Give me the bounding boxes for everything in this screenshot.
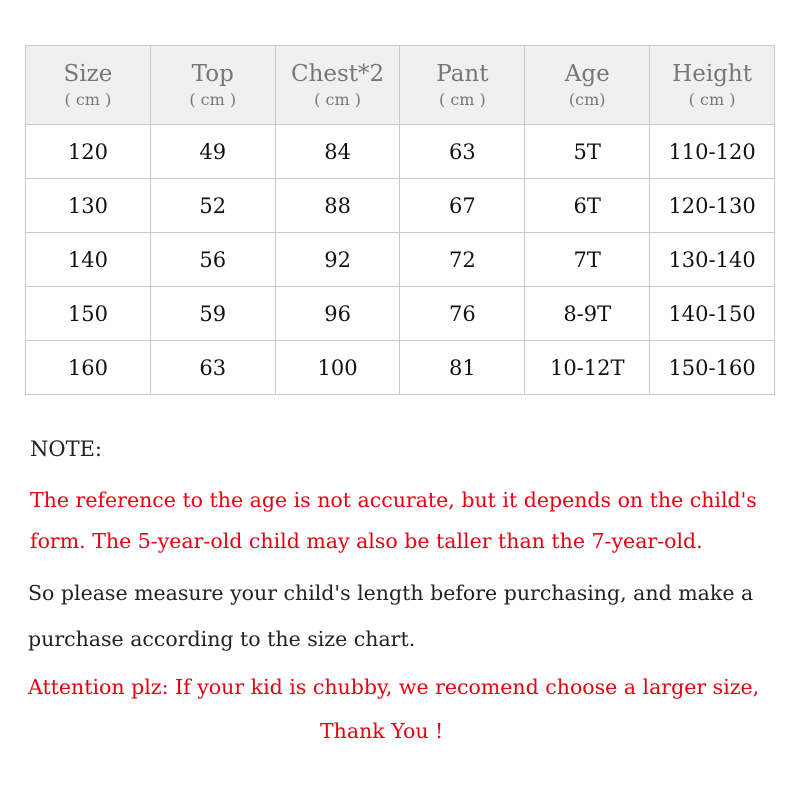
header-unit: ( cm )	[439, 90, 486, 109]
cell-chest: 84	[275, 125, 400, 179]
cell-age: 6T	[525, 179, 650, 233]
header-height	[650, 46, 775, 125]
cell-age: 5T	[525, 125, 650, 179]
header-label: Pant	[436, 61, 489, 87]
cell-height: 150-160	[650, 341, 775, 395]
cell-top: 63	[150, 341, 275, 395]
cell-chest: 88	[275, 179, 400, 233]
cell-pant: 72	[400, 233, 525, 287]
cell-height: 120-130	[650, 179, 775, 233]
header-unit: ( cm )	[314, 90, 361, 109]
table-row	[26, 287, 775, 341]
header-unit: (cm)	[568, 90, 606, 109]
header-label: Age	[564, 61, 610, 87]
cell-pant: 76	[400, 287, 525, 341]
cell-chest: 100	[275, 341, 400, 395]
cell-age: 7T	[525, 233, 650, 287]
cell-top: 59	[150, 287, 275, 341]
cell-size: 160	[26, 341, 151, 395]
header-unit: ( cm )	[688, 90, 736, 109]
cell-height: 130-140	[650, 233, 775, 287]
cell-size: 120	[26, 125, 151, 179]
thank-you-text: Thank You !	[320, 719, 444, 743]
table-row	[26, 179, 775, 233]
cell-chest: 92	[275, 233, 400, 287]
cell-size: 150	[26, 287, 151, 341]
cell-size: 130	[26, 179, 151, 233]
cell-chest: 96	[275, 287, 400, 341]
cell-age: 8-9T	[525, 287, 650, 341]
cell-top: 49	[150, 125, 275, 179]
header-label: Chest*2	[290, 61, 385, 87]
age-disclaimer-text: The reference to the age is not accurate, but it depends on the child's form. The 5-year-old child may also be taller than the 7-year-old.	[30, 488, 757, 553]
header-row	[26, 46, 775, 125]
header-label: Top	[191, 61, 234, 87]
size-chart-body	[26, 125, 775, 395]
cell-pant: 81	[400, 341, 525, 395]
header-label: Size	[63, 61, 113, 87]
header-top	[150, 46, 275, 125]
size-chart-table	[25, 45, 775, 395]
size-chart-header	[26, 46, 775, 125]
header-label: Height	[672, 61, 752, 87]
table-row	[26, 125, 775, 179]
attention-text: Attention plz: If your kid is chubby, we recomend choose a larger size,	[28, 675, 760, 699]
header-unit: ( cm )	[189, 90, 237, 109]
note-title: NOTE:	[30, 437, 103, 461]
cell-age: 10-12T	[525, 341, 650, 395]
cell-pant: 67	[400, 179, 525, 233]
measure-instruction-text: So please measure your child's length before purchasing, and make a purchase according to the size chart.	[28, 581, 754, 651]
header-pant	[400, 46, 525, 125]
cell-height: 140-150	[650, 287, 775, 341]
table-row	[26, 233, 775, 287]
header-chest	[275, 46, 400, 125]
cell-size: 140	[26, 233, 151, 287]
cell-top: 56	[150, 233, 275, 287]
cell-pant: 63	[400, 125, 525, 179]
cell-top: 52	[150, 179, 275, 233]
cell-height: 110-120	[650, 125, 775, 179]
header-size	[26, 46, 151, 125]
header-unit: ( cm )	[64, 90, 112, 109]
header-age	[525, 46, 650, 125]
table-row	[26, 341, 775, 395]
